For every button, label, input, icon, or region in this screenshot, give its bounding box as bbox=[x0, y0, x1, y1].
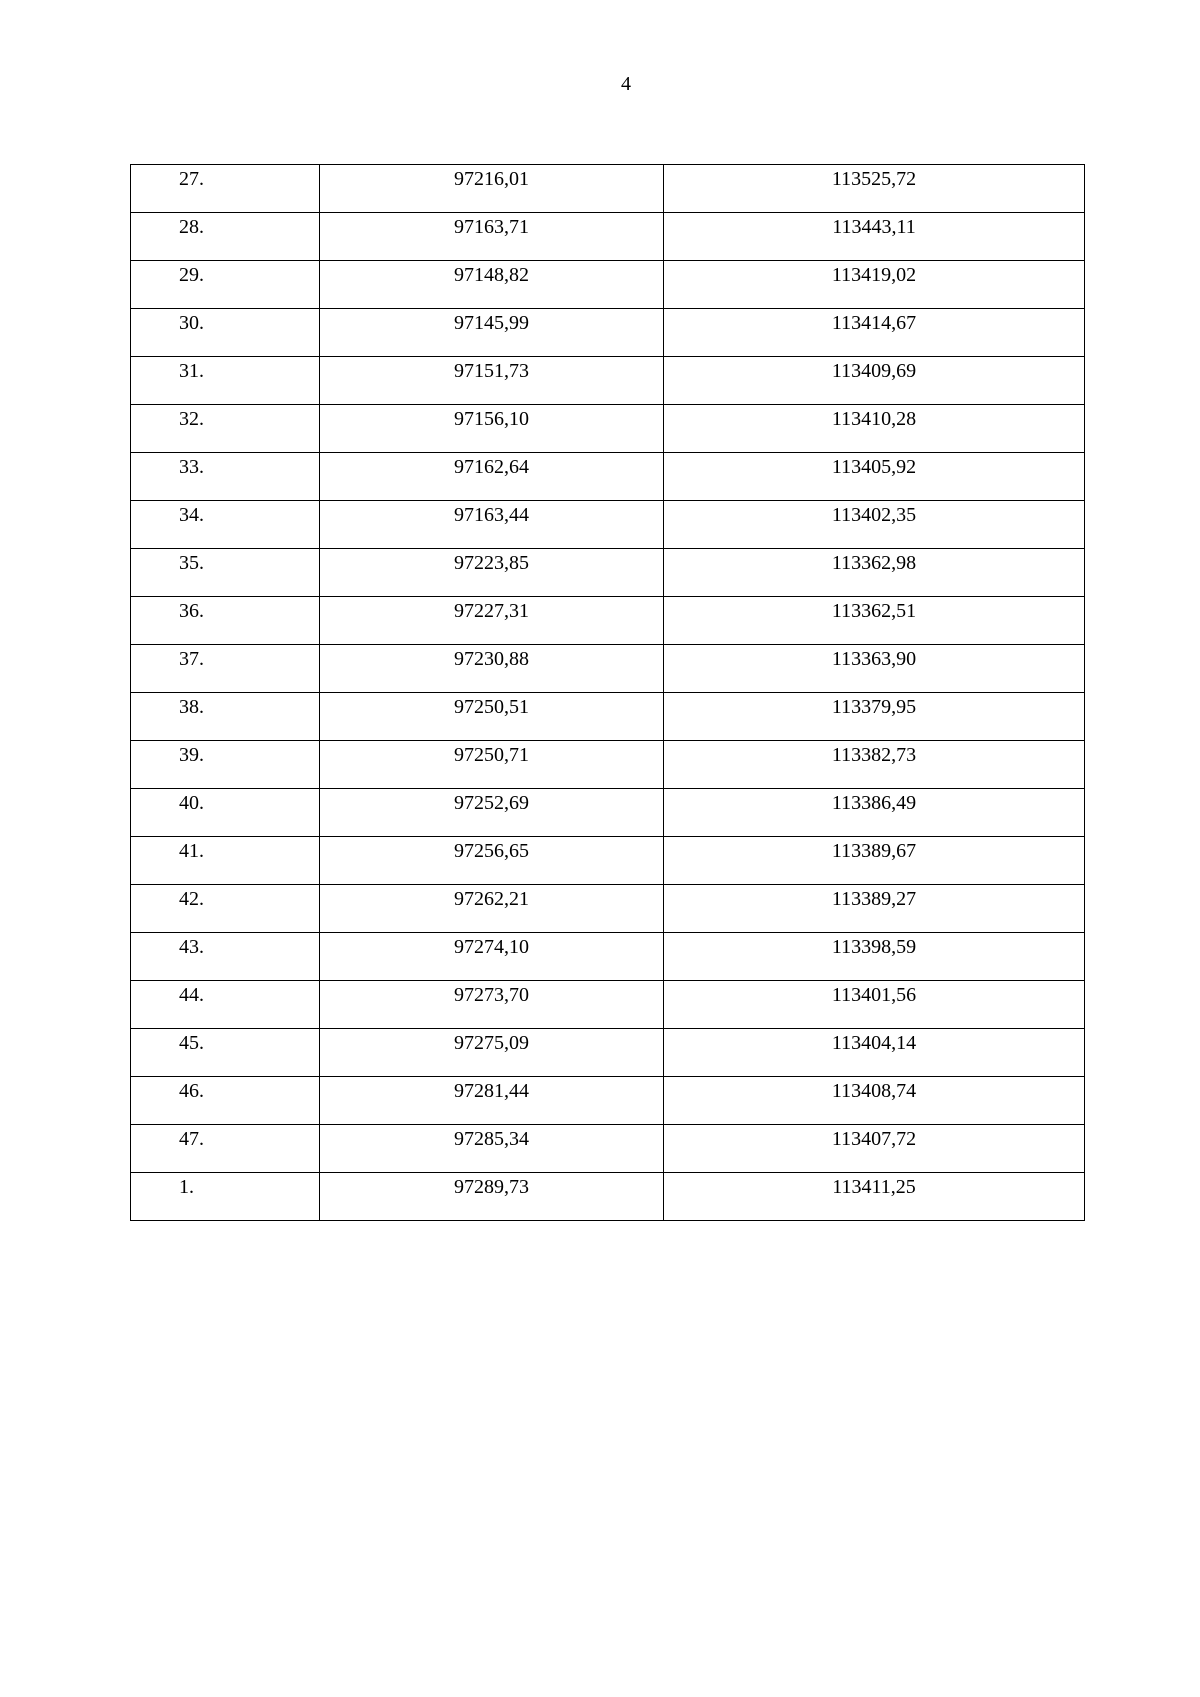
point-number-cell bbox=[131, 597, 320, 645]
table-row bbox=[131, 645, 1085, 693]
table-row bbox=[131, 213, 1085, 261]
x-coordinate-text: 97216,01 bbox=[454, 168, 529, 190]
point-number-cell bbox=[131, 453, 320, 501]
x-coordinate-text: 97227,31 bbox=[454, 600, 529, 622]
point-number-text: 27. bbox=[179, 168, 204, 190]
point-number-text: 37. bbox=[179, 648, 204, 670]
y-coordinate-text: 113409,69 bbox=[831, 360, 917, 382]
y-coordinate-cell bbox=[664, 1029, 1085, 1077]
table-row bbox=[131, 501, 1085, 549]
x-coordinate-cell bbox=[320, 165, 664, 213]
point-number-text: 1. bbox=[179, 1176, 194, 1198]
x-coordinate-cell bbox=[320, 597, 664, 645]
y-coordinate-text: 113379,95 bbox=[831, 696, 917, 718]
x-coordinate-cell bbox=[320, 405, 664, 453]
y-coordinate-cell bbox=[664, 405, 1085, 453]
table-row bbox=[131, 549, 1085, 597]
point-number-text: 41. bbox=[179, 840, 204, 862]
coordinates-table-body bbox=[131, 165, 1085, 1221]
y-coordinate-cell bbox=[664, 645, 1085, 693]
point-number-text: 32. bbox=[179, 408, 204, 430]
x-coordinate-text: 97151,73 bbox=[454, 360, 529, 382]
x-coordinate-text: 97285,34 bbox=[454, 1128, 529, 1150]
y-coordinate-text: 113407,72 bbox=[831, 1128, 917, 1150]
point-number-text: 33. bbox=[179, 456, 204, 478]
y-coordinate-cell bbox=[664, 165, 1085, 213]
x-coordinate-cell bbox=[320, 309, 664, 357]
y-coordinate-cell bbox=[664, 549, 1085, 597]
y-coordinate-text: 113402,35 bbox=[831, 504, 917, 526]
x-coordinate-text: 97275,09 bbox=[454, 1032, 529, 1054]
point-number-cell bbox=[131, 933, 320, 981]
table-row bbox=[131, 741, 1085, 789]
x-coordinate-cell bbox=[320, 453, 664, 501]
y-coordinate-text: 113414,67 bbox=[831, 312, 917, 334]
table-row bbox=[131, 309, 1085, 357]
table-row bbox=[131, 693, 1085, 741]
point-number-cell bbox=[131, 165, 320, 213]
y-coordinate-cell bbox=[664, 309, 1085, 357]
x-coordinate-text: 97148,82 bbox=[454, 264, 529, 286]
point-number-text: 44. bbox=[179, 984, 204, 1006]
table-row bbox=[131, 405, 1085, 453]
table-row bbox=[131, 357, 1085, 405]
point-number-text: 42. bbox=[179, 888, 204, 910]
x-coordinate-text: 97250,51 bbox=[454, 696, 529, 718]
y-coordinate-text: 113363,90 bbox=[831, 648, 917, 670]
point-number-text: 31. bbox=[179, 360, 204, 382]
y-coordinate-cell bbox=[664, 693, 1085, 741]
y-coordinate-cell bbox=[664, 789, 1085, 837]
x-coordinate-text: 97252,69 bbox=[454, 792, 529, 814]
x-coordinate-text: 97274,10 bbox=[454, 936, 529, 958]
x-coordinate-cell bbox=[320, 981, 664, 1029]
point-number-cell bbox=[131, 789, 320, 837]
table-row bbox=[131, 1077, 1085, 1125]
y-coordinate-cell bbox=[664, 933, 1085, 981]
point-number-cell bbox=[131, 741, 320, 789]
table-row bbox=[131, 837, 1085, 885]
x-coordinate-text: 97223,85 bbox=[454, 552, 529, 574]
y-coordinate-cell bbox=[664, 1077, 1085, 1125]
y-coordinate-text: 113386,49 bbox=[831, 792, 917, 814]
point-number-cell bbox=[131, 837, 320, 885]
y-coordinate-text: 113398,59 bbox=[831, 936, 917, 958]
table-row bbox=[131, 789, 1085, 837]
table-row bbox=[131, 1029, 1085, 1077]
y-coordinate-text: 113362,51 bbox=[831, 600, 917, 622]
table-row bbox=[131, 165, 1085, 213]
point-number-text: 28. bbox=[179, 216, 204, 238]
point-number-text: 39. bbox=[179, 744, 204, 766]
y-coordinate-text: 113410,28 bbox=[831, 408, 917, 430]
point-number-cell bbox=[131, 1077, 320, 1125]
table-row bbox=[131, 1125, 1085, 1173]
x-coordinate-text: 97281,44 bbox=[454, 1080, 529, 1102]
y-coordinate-text: 113389,67 bbox=[831, 840, 917, 862]
x-coordinate-text: 97162,64 bbox=[454, 456, 529, 478]
y-coordinate-cell bbox=[664, 981, 1085, 1029]
y-coordinate-cell bbox=[664, 261, 1085, 309]
point-number-text: 30. bbox=[179, 312, 204, 334]
x-coordinate-cell bbox=[320, 1077, 664, 1125]
x-coordinate-text: 97145,99 bbox=[454, 312, 529, 334]
x-coordinate-cell bbox=[320, 645, 664, 693]
x-coordinate-cell bbox=[320, 885, 664, 933]
x-coordinate-cell bbox=[320, 741, 664, 789]
x-coordinate-cell bbox=[320, 357, 664, 405]
point-number-cell bbox=[131, 309, 320, 357]
x-coordinate-cell bbox=[320, 1125, 664, 1173]
point-number-text: 29. bbox=[179, 264, 204, 286]
coordinates-table bbox=[130, 164, 1085, 1221]
y-coordinate-text: 113389,27 bbox=[831, 888, 917, 910]
x-coordinate-cell bbox=[320, 261, 664, 309]
point-number-cell bbox=[131, 1173, 320, 1221]
x-coordinate-text: 97230,88 bbox=[454, 648, 529, 670]
y-coordinate-text: 113443,11 bbox=[832, 216, 916, 238]
y-coordinate-cell bbox=[664, 453, 1085, 501]
x-coordinate-cell bbox=[320, 213, 664, 261]
point-number-cell bbox=[131, 213, 320, 261]
point-number-cell bbox=[131, 549, 320, 597]
x-coordinate-cell bbox=[320, 1173, 664, 1221]
point-number-cell bbox=[131, 1029, 320, 1077]
x-coordinate-text: 97163,71 bbox=[454, 216, 529, 238]
y-coordinate-cell bbox=[664, 213, 1085, 261]
y-coordinate-cell bbox=[664, 597, 1085, 645]
point-number-text: 40. bbox=[179, 792, 204, 814]
x-coordinate-text: 97250,71 bbox=[454, 744, 529, 766]
x-coordinate-cell bbox=[320, 501, 664, 549]
point-number-text: 35. bbox=[179, 552, 204, 574]
point-number-cell bbox=[131, 501, 320, 549]
x-coordinate-cell bbox=[320, 1029, 664, 1077]
point-number-text: 38. bbox=[179, 696, 204, 718]
x-coordinate-text: 97256,65 bbox=[454, 840, 529, 862]
point-number-cell bbox=[131, 693, 320, 741]
y-coordinate-text: 113404,14 bbox=[831, 1032, 917, 1054]
x-coordinate-cell bbox=[320, 693, 664, 741]
x-coordinate-text: 97156,10 bbox=[454, 408, 529, 430]
y-coordinate-cell bbox=[664, 885, 1085, 933]
x-coordinate-text: 97289,73 bbox=[454, 1176, 529, 1198]
point-number-cell bbox=[131, 1125, 320, 1173]
y-coordinate-cell bbox=[664, 1125, 1085, 1173]
point-number-cell bbox=[131, 885, 320, 933]
x-coordinate-cell bbox=[320, 837, 664, 885]
point-number-cell bbox=[131, 357, 320, 405]
x-coordinate-cell bbox=[320, 933, 664, 981]
y-coordinate-cell bbox=[664, 1173, 1085, 1221]
point-number-text: 36. bbox=[179, 600, 204, 622]
point-number-cell bbox=[131, 405, 320, 453]
x-coordinate-cell bbox=[320, 789, 664, 837]
y-coordinate-cell bbox=[664, 501, 1085, 549]
y-coordinate-text: 113362,98 bbox=[831, 552, 917, 574]
point-number-text: 46. bbox=[179, 1080, 204, 1102]
y-coordinate-text: 113382,73 bbox=[831, 744, 917, 766]
point-number-cell bbox=[131, 645, 320, 693]
point-number-text: 47. bbox=[179, 1128, 204, 1150]
point-number-cell bbox=[131, 261, 320, 309]
table-row bbox=[131, 1173, 1085, 1221]
point-number-cell bbox=[131, 981, 320, 1029]
y-coordinate-text: 113411,25 bbox=[832, 1176, 916, 1198]
x-coordinate-cell bbox=[320, 549, 664, 597]
table-row bbox=[131, 453, 1085, 501]
table-row bbox=[131, 933, 1085, 981]
x-coordinate-text: 97163,44 bbox=[454, 504, 529, 526]
y-coordinate-text: 113405,92 bbox=[831, 456, 917, 478]
y-coordinate-text: 113419,02 bbox=[831, 264, 917, 286]
y-coordinate-text: 113525,72 bbox=[831, 168, 917, 190]
point-number-text: 34. bbox=[179, 504, 204, 526]
y-coordinate-text: 113401,56 bbox=[831, 984, 917, 1006]
y-coordinate-cell bbox=[664, 837, 1085, 885]
y-coordinate-text: 113408,74 bbox=[831, 1080, 917, 1102]
page-number: 4 bbox=[621, 73, 631, 95]
table-row bbox=[131, 885, 1085, 933]
y-coordinate-cell bbox=[664, 741, 1085, 789]
table-row bbox=[131, 597, 1085, 645]
x-coordinate-text: 97273,70 bbox=[454, 984, 529, 1006]
y-coordinate-cell bbox=[664, 357, 1085, 405]
table-row bbox=[131, 261, 1085, 309]
point-number-text: 45. bbox=[179, 1032, 204, 1054]
point-number-text: 43. bbox=[179, 936, 204, 958]
x-coordinate-text: 97262,21 bbox=[454, 888, 529, 910]
table-row bbox=[131, 981, 1085, 1029]
